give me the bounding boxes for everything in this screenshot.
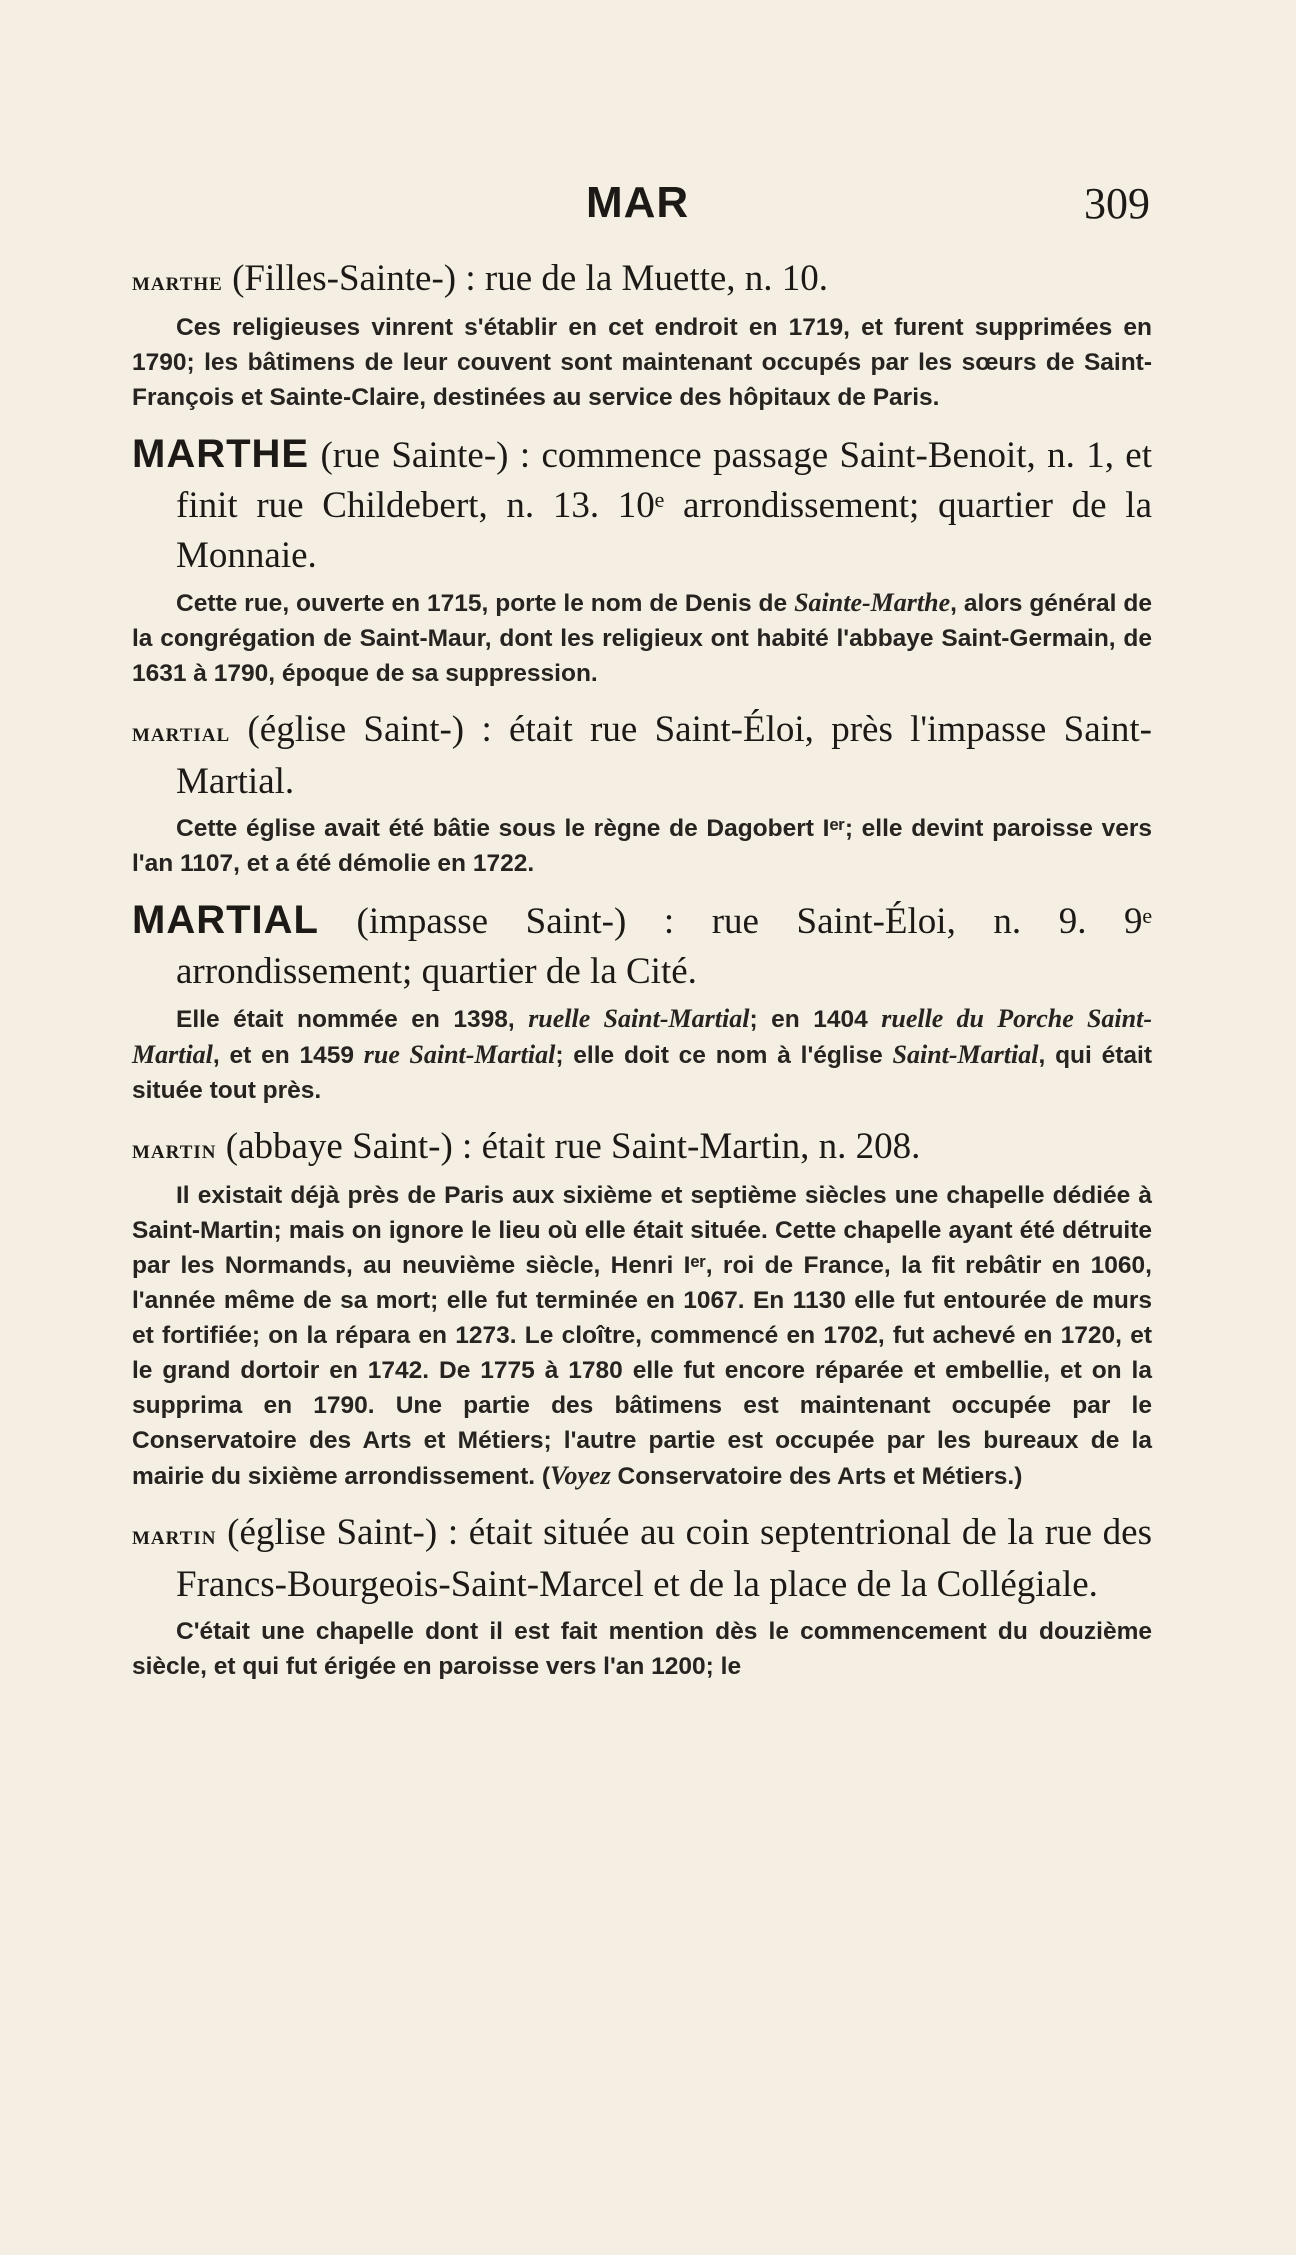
- dictionary-entry: [132, 429, 1152, 691]
- italic-name: Sainte-Marthe: [794, 588, 951, 617]
- italic-name: ruelle Saint-Martial: [528, 1004, 750, 1033]
- body-text: Elle était nommée en 1398,: [176, 1006, 529, 1033]
- body-text: , qui était située tout près.: [132, 1042, 1152, 1104]
- dictionary-entry: [132, 1122, 1152, 1494]
- entry-heading-text: (église Saint-) : était située au coin septentrional de la rue des Francs-Bourgeois-Saint-Marcel et de la place de la Collégiale.: [176, 1512, 1152, 1605]
- entry-heading: [132, 254, 1152, 306]
- body-text: ; elle doit ce nom à l'église: [555, 1042, 893, 1069]
- entry-body: Cette église avait été bâtie sous le règne de Dagobert Iᵉʳ; elle devint paroisse vers l'an 1107, et a été démolie en 1722.: [132, 815, 1152, 877]
- entry-heading-text: (église Saint-) : était rue Saint-Éloi, près l'impasse Saint-Martial.: [176, 709, 1152, 802]
- dictionary-entry: [132, 254, 1152, 415]
- entry-keyword: marthe: [132, 266, 223, 296]
- entry-heading-text: (impasse Saint-) : rue Saint-Éloi, n. 9. 9ᵉ arrondissement; quartier de la Cité.: [176, 901, 1152, 992]
- entry-body: [132, 1001, 1152, 1108]
- entry-heading-text: (rue Sainte-) : commence passage Saint-Benoit, n. 1, et finit rue Childebert, n. 13. 10ᵉ arrondissement; quartier de la Monnaie.: [176, 435, 1152, 576]
- entry-keyword: MARTIAL: [132, 898, 319, 942]
- entry-heading: [132, 429, 1152, 581]
- entry-heading-text: (abbaye Saint-) : était rue Saint-Martin, n. 208.: [216, 1126, 921, 1167]
- body-text: , et en 1459: [212, 1042, 364, 1069]
- entry-heading: [132, 705, 1152, 807]
- italic-name: Voyez: [550, 1461, 611, 1490]
- entry-heading: [132, 1122, 1152, 1174]
- dictionary-entry: [132, 705, 1152, 881]
- entry-keyword: martial: [132, 717, 231, 747]
- body-text: ; en 1404: [749, 1006, 882, 1033]
- body-text: , alors général de la congrégation de Saint-Maur, dont les religieux ont habité l'abbaye Saint-Germain, de 1631 à 1790, époque de sa suppression.: [132, 590, 1152, 687]
- entry-body: [132, 1178, 1152, 1494]
- entry-keyword: MARTHE: [132, 432, 310, 476]
- body-text: Cette rue, ouverte en 1715, porte le nom de Denis de: [176, 590, 795, 617]
- running-title: MAR: [586, 178, 690, 227]
- italic-name: Saint-Martial: [892, 1040, 1039, 1069]
- entry-keyword: martin: [132, 1134, 217, 1164]
- running-header: [0, 178, 1296, 238]
- text-column: [132, 254, 1152, 1698]
- entry-keyword: martin: [132, 1520, 217, 1550]
- page-number: 309: [1084, 179, 1150, 228]
- dictionary-entry: [132, 1508, 1152, 1684]
- body-text: Il existait déjà près de Paris aux sixième et septième siècles une chapelle dédiée à Saint-Martin; mais on ignore le lieu où elle était située. Cette chapelle ayant été détruite par les Normands, au neuvième siècle, Henri Iᵉʳ, roi de France, la fit rebâtir en 1060, l'année même de sa mort; elle fut terminée en 1067. En 1130 elle fut entourée de murs et fortifiée; on la répara en 1273. Le cloître, commencé en 1702, fut achevé en 1720, et le grand dortoir en 1742. De 1775 à 1780 elle fut encore réparée et embellie, et on la supprima en 1790. Une partie des bâtimens est maintenant occupée par le Conservatoire des Arts et Métiers; l'autre partie est occupée par les bureaux de la mairie du sixième arrondissement. (: [132, 1182, 1152, 1490]
- italic-name: rue Saint-Martial: [363, 1040, 556, 1069]
- body-text: Conservatoire des Arts et Métiers.): [610, 1463, 1023, 1490]
- entry-heading: [132, 895, 1152, 997]
- entry-body: C'était une chapelle dont il est fait mention dès le commencement du douzième siècle, et qui fut érigée en paroisse vers l'an 1200; le: [132, 1618, 1152, 1680]
- dictionary-entry: [132, 895, 1152, 1108]
- italic-name: ruelle du Porche Saint-Martial: [132, 1004, 1152, 1069]
- entry-heading-text: (Filles-Sainte-) : rue de la Muette, n. 10.: [222, 258, 829, 299]
- entry-heading: [132, 1508, 1152, 1610]
- entry-body: Ces religieuses vinrent s'établir en cet endroit en 1719, et furent supprimées en 1790; les bâtimens de leur couvent sont maintenant occupés par les sœurs de Saint-François et Sainte-Claire, destinées au service des hôpitaux de Paris.: [132, 314, 1152, 411]
- entry-body: [132, 585, 1152, 691]
